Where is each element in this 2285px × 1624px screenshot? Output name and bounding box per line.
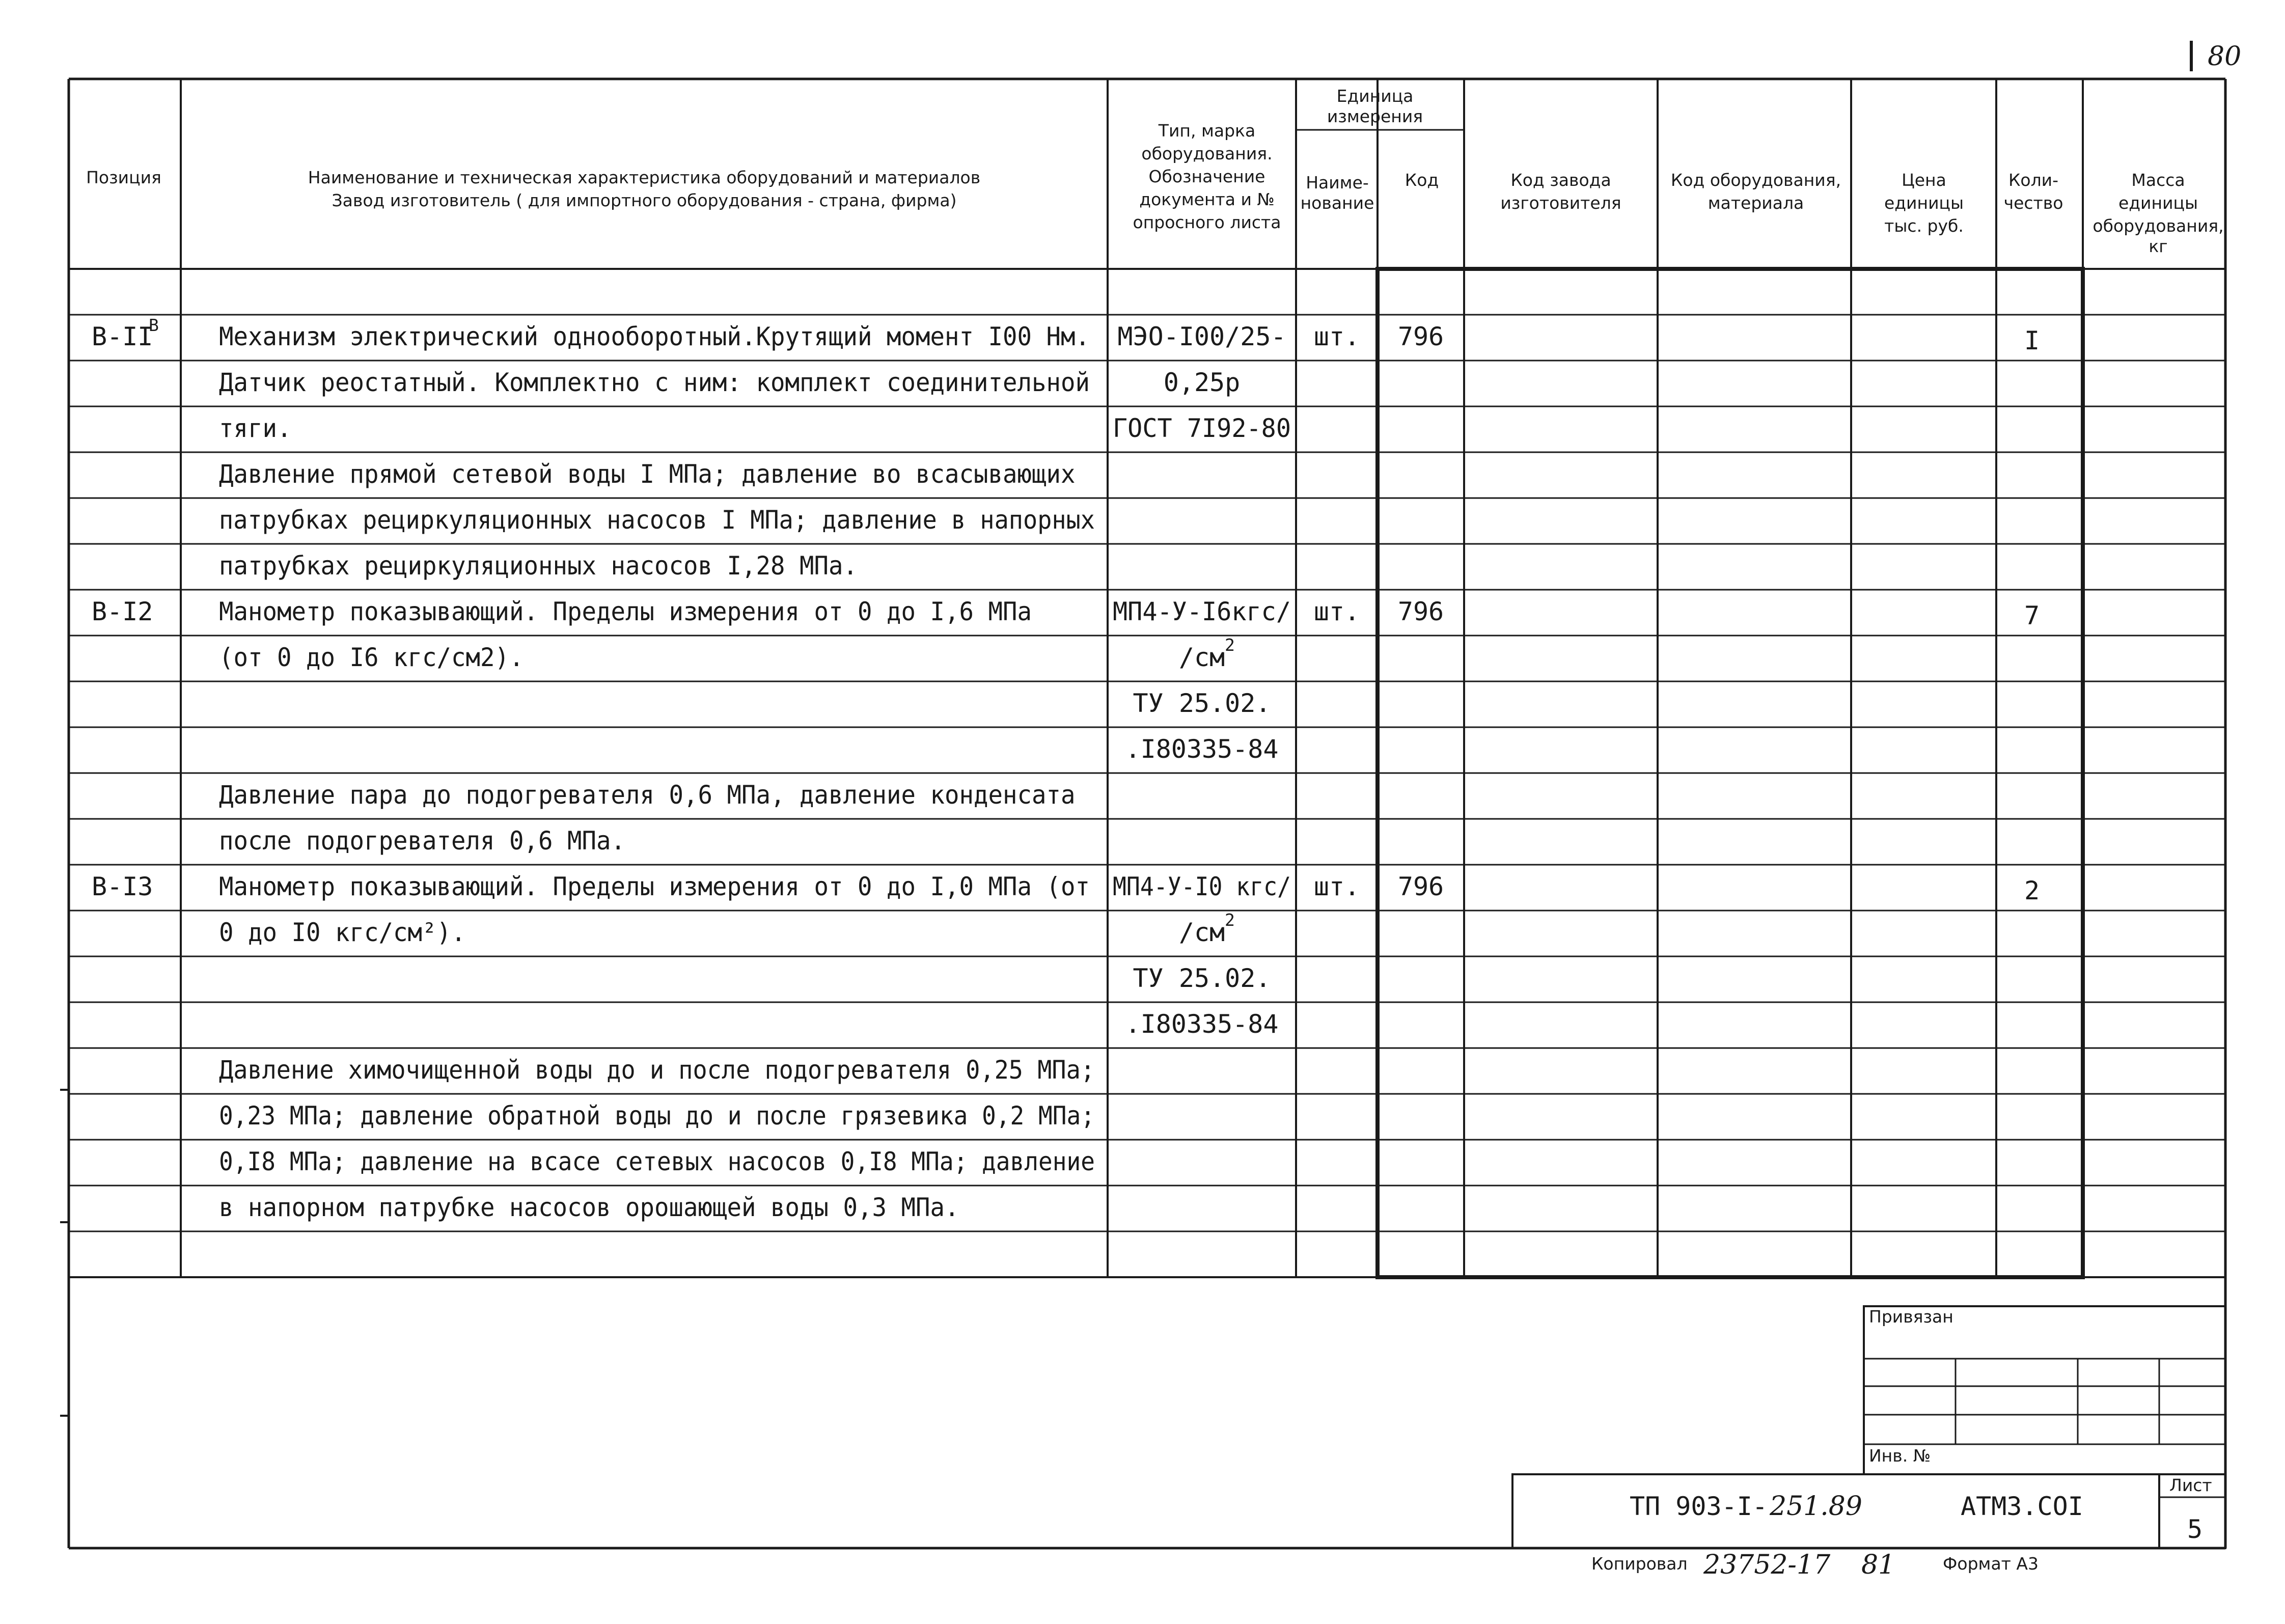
- row-name: тяги.: [219, 414, 292, 443]
- header-type-line2: оборудования.: [1141, 144, 1273, 163]
- footer: [1591, 1550, 2039, 1580]
- stamp-doc-code: ТП 903-I-: [1630, 1492, 1768, 1521]
- row-unit: шт.: [1313, 872, 1360, 901]
- row-name: после подогревателя 0,6 МПа.: [219, 826, 625, 856]
- header-mass-line1: Масса: [2131, 170, 2185, 190]
- row-quantity: 2: [2024, 876, 2040, 905]
- header-position: Позиция: [86, 168, 161, 187]
- header-unit-code: Код: [1405, 170, 1439, 190]
- footer-format: Формат А3: [1943, 1554, 2039, 1574]
- row-type: МП4-У-I0 кгс/: [1113, 872, 1291, 901]
- row-type: ТУ 25.02.: [1133, 689, 1271, 718]
- row-position: В-I2: [92, 597, 153, 626]
- header-maker-code-line1: Код завода: [1510, 170, 1611, 190]
- header-type-line5: опросного листа: [1133, 212, 1281, 232]
- header-type-line4: документа и №: [1139, 189, 1275, 209]
- row-type-superscript: 2: [1225, 910, 1235, 930]
- header-unit-group-line1: Единица: [1336, 86, 1414, 106]
- row-name: Давление пара до подогревателя 0,6 МПа, давление конденсата: [219, 780, 1076, 810]
- header-equip-code-line1: Код оборудования,: [1670, 170, 1841, 190]
- row-position: В-I3: [92, 872, 153, 901]
- footer-copied-label: Копировал: [1591, 1554, 1688, 1574]
- stamp-sheet-code: АТМ3.СОI: [1961, 1492, 2083, 1521]
- header-unit-group-line2: измерения: [1327, 106, 1423, 126]
- header-mass-line2: единицы: [2118, 193, 2198, 213]
- row-unit-code: 796: [1397, 597, 1444, 626]
- stamp-list-number: 5: [2187, 1515, 2203, 1544]
- header-name-line1: Наименование и техническая характеристика оборудований и материалов: [308, 168, 981, 187]
- header-type-line3: Обозначение: [1148, 167, 1265, 186]
- row-name: 0,23 МПа; давление обратной воды до и после грязевика 0,2 МПа;: [219, 1101, 1095, 1131]
- row-name: Манометр показывающий. Пределы измерения от 0 до I,6 МПа: [219, 597, 1032, 626]
- row-position-superscript: В: [149, 315, 159, 335]
- row-name: 0,I8 МПа; давление на всасе сетевых насосов 0,I8 МПа; давление: [219, 1147, 1095, 1176]
- row-type: 0,25р: [1163, 368, 1241, 397]
- stamp-doc-code-handwritten: 251.89: [1770, 1491, 1862, 1522]
- header-mass-line4: кг: [2149, 236, 2168, 256]
- stamp-list-label: Лист: [2169, 1475, 2212, 1495]
- row-name: Датчик реостатный. Комплектно с ним: комплект соединительной: [219, 368, 1090, 397]
- row-name: в напорном патрубке насосов орошающей воды 0,3 МПа.: [219, 1193, 959, 1222]
- sheet-mark: 80: [2208, 41, 2242, 72]
- row-type: /см: [1178, 643, 1225, 672]
- row-type: МП4-У-I6кгс/: [1113, 597, 1291, 626]
- stamp-doc-box: [1512, 1474, 2225, 1548]
- table-header: [86, 86, 2224, 256]
- header-unit-name-line1: Наиме-: [1306, 173, 1369, 192]
- row-quantity: I: [2024, 326, 2040, 355]
- header-type-line1: Тип, марка: [1158, 121, 1256, 141]
- row-quantity: 7: [2024, 601, 2040, 630]
- row-position: В-II: [92, 322, 153, 351]
- header-price-line2: единицы: [1884, 193, 1964, 213]
- row-name: патрубках рециркуляционных насосов I МПа; давление в напорных: [219, 505, 1095, 535]
- row-name: 0 до I0 кгс/см²).: [219, 918, 466, 947]
- row-name: Механизм электрический однооборотный.Крутящий момент I00 Нм.: [219, 322, 1090, 351]
- table-body: [92, 315, 2040, 1222]
- row-type: /см: [1178, 918, 1225, 947]
- row-type-superscript: 2: [1225, 635, 1235, 655]
- header-unit-name-line2: нование: [1300, 193, 1374, 213]
- header-qty-line1: Коли-: [2008, 170, 2059, 190]
- row-type: ТУ 25.02.: [1133, 964, 1271, 993]
- header-mass-line3: оборудования,: [2093, 216, 2224, 236]
- stamp-inv-no: Инв. №: [1869, 1446, 1931, 1466]
- row-unit-code: 796: [1397, 872, 1444, 901]
- header-name-line2: Завод изготовитель ( для импортного оборудования - страна, фирма): [332, 190, 957, 210]
- header-price-line3: тыс. руб.: [1884, 216, 1964, 236]
- title-block: [1630, 1307, 2212, 1544]
- row-type: .I80335-84: [1125, 1009, 1279, 1039]
- header-price-line1: Цена: [1902, 170, 1946, 190]
- stamp-privyazan: Привязан: [1869, 1307, 1953, 1327]
- row-name: патрубках рециркуляционных насосов I,28 МПа.: [219, 551, 858, 581]
- header-maker-code-line2: изготовителя: [1500, 193, 1621, 213]
- row-type: МЭО-I00/25-: [1117, 322, 1286, 351]
- footer-copied-number: 23752-17: [1703, 1550, 1831, 1580]
- row-name: (от 0 до I6 кгс/см2).: [219, 643, 524, 672]
- row-name: Давление химочищенной воды до и после подогревателя 0,25 МПа;: [219, 1055, 1095, 1085]
- row-type: ГОСТ 7I92-80: [1113, 414, 1291, 443]
- row-type: .I80335-84: [1125, 734, 1279, 764]
- row-unit-code: 796: [1397, 322, 1444, 351]
- header-qty-line2: чество: [2003, 193, 2063, 213]
- footer-copied-sheet: 81: [1861, 1550, 1895, 1580]
- header-equip-code-line2: материала: [1708, 193, 1804, 213]
- row-unit: шт.: [1313, 322, 1360, 351]
- row-unit: шт.: [1313, 597, 1360, 626]
- row-name: Давление прямой сетевой воды I МПа; давление во всасывающих: [219, 459, 1076, 489]
- row-name: Манометр показывающий. Пределы измерения от 0 до I,0 МПа (от: [219, 872, 1090, 901]
